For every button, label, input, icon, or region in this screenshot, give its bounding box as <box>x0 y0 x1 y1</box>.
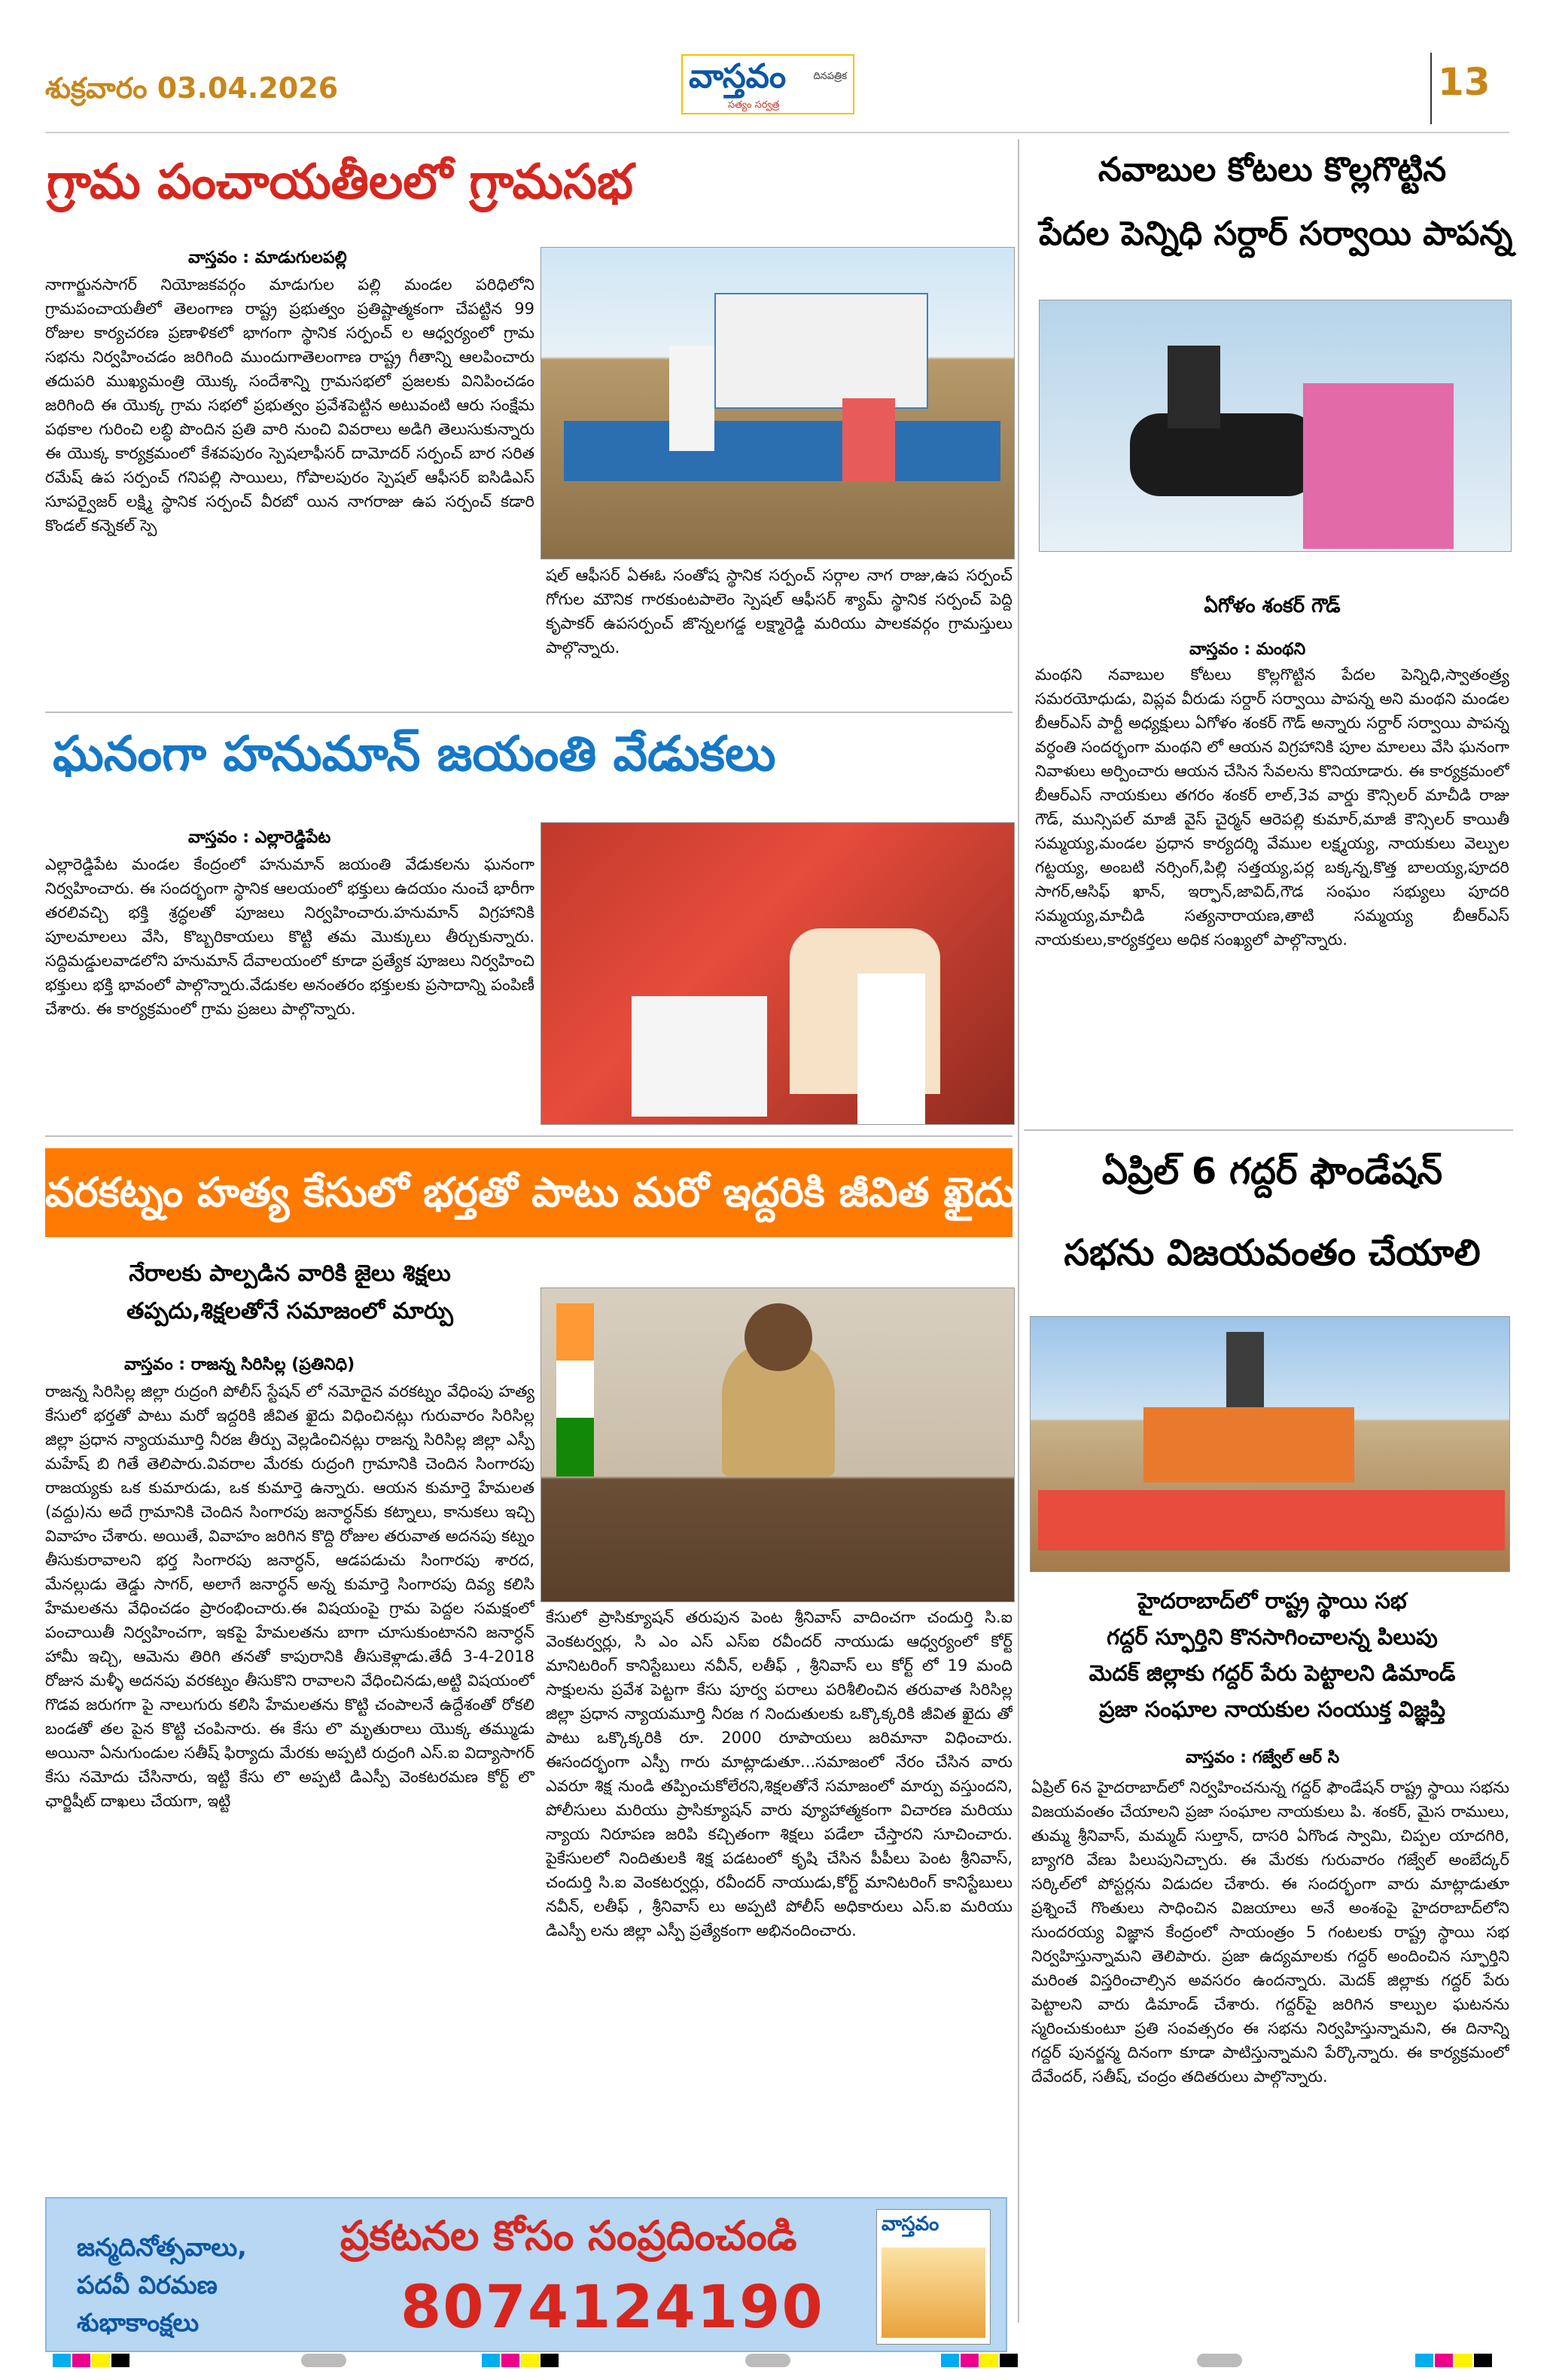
story-divider <box>1024 1129 1513 1131</box>
ad-phone[interactable]: 8074124190 <box>400 2274 824 2342</box>
story5-photo <box>1030 1316 1510 1572</box>
registration-mark <box>1000 2354 1018 2367</box>
ad-thumbnail-title: వాస్తవం <box>882 2213 939 2235</box>
logo-tagline: సత్యం సర్వత్ర <box>728 99 780 111</box>
story3-body-left: రాజన్న సిరిసిల్ల జిల్లా రుద్రంగి పోలీస్ స్టేషన్ లో నమోదైన వరకట్నం వేధింపు హత్య కేసులో భర్తతో పాటు మరో ఇద్దరికి జీవిత ఖైదు విధించినట్లు గురువారం సిరిసిల్ల జిల్లా ప్రధాన న్యాయమూర్తి నీరజ తీర్పు వెల్లడించినట్లు రాజన్న సిరిసిల్ల జిల్లా ఎస్పీ మహేష్ బి గితే తెలిపారు.వివరాల మేరకు రుద్రంగి గ్రామానికి చెందిన సింగారపు రాజయ్యకు ఒక కుమారుడు, ఒక కుమార్తె ఉన్నారు. ఆయన కుమార్తె హేమలత (వద్దు)ను అదే గ్రామానికి చెందిన సింగారపు జనార్ధన్‌కు కట్నాలు, కానుకలు ఇచ్చి వివాహం చేశారు. అయితే, వివాహం జరిగిన కొద్ది రోజుల తరువాత అదనపు కట్నం తీసుకురావాలని భర్త సింగారపు జనార్ధన్, ఆడపడుచు సింగారపు శారద, మేనల్లుడు తెడ్డు సాగర్, అలాగే జనార్ధన్ అన్న కుమార్తె సింగారపు దివ్య కలిసి హేమలతను వేధించడం ప్రారంభించారు.ఈ విషయంపై గ్రామ పెద్దల సమక్షంలో పంచాయితీ నిర్వహించగా, ఇకపై హేమలతను బాగా చూసుకుంటానని జనార్ధన్ హామీ ఇచ్చి, ఆమెను తిరిగి తనతో కాపురానికి తీసుకెళ్లాడు.తేదీ 3-4-2018 రోజున మళ్ళీ అదనపు వరకట్నం తీసుకొని రావాలని వేధించినడు,అట్టి విషయంలో గొడవ జరుగగా పై నాలుగురు కలిసి హేమలతను కొట్టి చంపాలనే ఉద్దేశంతో రోకలి బండతో తల పైన కొట్టి చంపినారు. ఈ కేసు లొ మృతురాలు యొక్క తమ్ముడు అయినా ఏనుగుండుల సతీష్ ఫిర్యాదు మేరకు అప్పటి రుద్రంగి ఎస్.ఐ విద్యాసాగర్ కేసు నమోదు చేసినారు, ఇట్టి కేసు లొ అప్పటి డిఎస్పీ వెంకటరమణ కోర్ట్ లొ ఛార్జిషీట్ దాఖలు చేయగా, ఇట్టి <box>45 1382 534 1810</box>
registration-mark <box>745 2354 790 2367</box>
story3-credit: వాస్తవం : రాజన్న సిరిసిల్ల (ప్రతినిధి) <box>124 1355 355 1374</box>
story3-body-right: కేసులో ప్రాసిక్యూషన్ తరుపున పెంట శ్రీనివాస్ వాదించగా చందుర్తి సి.ఐ వెంకటర్వర్లు, సి ఎం ఎస్ ఎస్ఐ రవీందర్ నాయుడు ఆధ్వర్యంలో కోర్ట్ మానిటరింగ్ కానిస్టేబులు నవీన్, లతీఫ్ , శ్రీనివాస్ లు కోర్ట్ లో 19 మంది సాక్షులను ప్రవేశ పెట్టగా కేసు పూర్వ పరాలు పరిశీలించిన తరువాత సిరిసిల్ల జిల్లా ప్రధాన న్యాయమూర్తి నీరజ గ నిందుతులకు ఒక్కొక్కరికి జీవిత ఖైదు తో పాటు ఒక్కొక్కరికి రూ. 2000 రూపాయలు జరిమానా విధించారు. ఈసందర్భంగా ఎస్పీ గారు మాట్లాడుతూ...సమాజంలో నేరం చేసిన వారు ఎవరూ శిక్ష నుండి తప్పించుకోలేరని,శిక్షలతోనే సమాజంలో మార్పు వస్తుందని, పోలీసులు మరియు ప్రాసిక్యూషన్ వారు వ్యూహాత్మకంగా విచారణ మరియు న్యాయ నిరూపణ జరిపి కచ్చితంగా శిక్షలు పడేలా చేస్తారని సూచించారు. పైకేసులలో నిందితులకి శిక్ష పడటంలో కృషి చేసిన పీపీలు పెంట శ్రీనివాస్, చందుర్తి సి.ఐ వెంకటర్వర్లు, రవీందర్ నాయుడు,కోర్ట్ మానిటరింగ్ కానిస్టేబులు నవీన్, లతీఫ్ , శ్రీనివాస్ లు అప్పటి పోలీస్ అధికారులు ఎస్.ఐ మరియు డిఎస్పీ లను జిల్లా ఎస్పీ ప్రత్యేకంగా అభినందించారు. <box>546 1608 1012 1940</box>
story4-headline-1: నవాబుల కోటలు కొల్లగొట్టిన <box>1098 151 1447 189</box>
registration-mark <box>72 2354 90 2367</box>
story4-body: మంథని నవాబుల కోటలు కొల్లగొట్టిన పేదల పెన్నిధి,స్వాతంత్ర్య సమరయోధుడు, విప్లవ వీరుడు సర్దార్ సర్వాయి పాపన్న అని మంథని మండల బీఆర్ఎస్ పార్టీ అధ్యక్షులు ఏగోళం శంకర్ గౌడ్ అన్నారు సర్దార్ సర్వాయి పాపన్న వర్ధంతి సందర్భంగా మంథని లో ఆయన విగ్రహానికి పూల మాలలు వేసి ఘనంగా నివాళులు అర్పించారు ఆయన చేసిన సేవలను కొనియాడారు. ఈ కార్యక్రమంలో బీఆర్ఎస్ నాయకులు తగరం శంకర్ లాల్,3వ వార్డు కౌన్సిలర్ మాచీడి రాజు గౌడ్, మున్సిపల్ మాజీ వైస్ చైర్మన్ ఆరెపల్లి కుమార్,మాజీ కౌన్సిలర్ కాయితీ సమ్మయ్య,మండల ప్రధాన కార్యదర్శి వేముల లక్ష్మయ్య, నాయకులు వెల్పుల గట్టయ్య, అంబటి నర్సింగ్,పిల్లి సత్తయ్య,పర్ల బక్కన్న,కొత్త బాలయ్య,పూదరి సాగర్,ఆసిఫ్ ఖాన్, ఇర్ఫాన్,జావిద్,గౌడ సంఘం సభ్యులు పూదరి సమ్మయ్య,మాచీడి సత్యనారాయణ,తాటి సమ్మయ్య బీఆర్ఎస్ నాయకులు,కార్యకర్తలు అధిక సంఖ్యలో పాల్గొన్నారు. <box>1035 666 1509 949</box>
registration-mark <box>1454 2354 1472 2367</box>
column-divider <box>1018 139 1019 2323</box>
story-divider <box>45 1135 1012 1137</box>
registration-mark <box>1415 2354 1433 2367</box>
story-divider <box>45 712 1012 713</box>
registration-mark <box>501 2354 519 2367</box>
story5-subhead-3: మెదక్ జిల్లాకు గద్దర్ పేరు పెట్టాలని డిమాండ్ <box>1089 1660 1456 1686</box>
story1-body-left: నాగార్జునసాగర్ నియోజకవర్గం మాడుగుల పల్లి మండల పరిధిలోని గ్రామపంచాయతీలో తెలంగాణ రాష్ట్ర ప్రభుత్వం ప్రతిష్టాత్మకంగా చేపట్టిన 99 రోజుల కార్యచరణ ప్రణాళికలో భాగంగా స్థానిక సర్పంచ్ ల ఆధ్వర్యంలో గ్రామ సభను నిర్వహించడం జరిగింది ముందుగాతెలంగాణ రాష్ట్ర గీతాన్ని ఆలపించారు తదుపరి ముఖ్యమంత్రి యొక్క సందేశాన్ని గ్రామసభలో ప్రజలకు వినిపించడం జరిగింది ఈ యొక్క గ్రామ సభలో ప్రభుత్వం ప్రవేశపెట్టిన అటువంటి ఆరు సంక్షేమ పథకాల గురించి లబ్ధి పొందిన ప్రతి వారి నుంచి వివరాలు అడిగి తెలుసుకున్నారు ఈ యొక్క కార్యక్రమంలో కేశవపురం స్పెషలాఫీసర్ దామోదర్ సర్పంచ్ బార సరిత రమేష్ ఉప సర్పంచ్ గనిపల్లి సాయిలు, గోపాలపురం స్పెషల్ ఆఫీసర్ ఐసిడిఎస్ సూపర్వైజర్ లక్ష్మి స్థానిక సర్పంచ్ వీరబో యిన నాగరాజు ఉప సర్పంచ్ కడారి కొండల్ కన్నెకల్ స్పె <box>45 276 534 535</box>
masthead-rule <box>45 132 1509 133</box>
registration-mark <box>1435 2354 1453 2367</box>
registration-mark <box>482 2354 500 2367</box>
story2-body: ఎల్లారెడ్డిపేట మండల కేంద్రంలో హనుమాన్ జయంతి వేడుకలను ఘనంగా నిర్వహించారు. ఈ సందర్భంగా స్థానిక ఆలయంలో భక్తులు ఉదయం నుంచే భారీగా తరలివచ్చి భక్తి శ్రద్ధలతో పూజలు నిర్వహించారు.హనుమాన్ విగ్రహానికి పూలమాలలు వేసి, కొబ్బరికాయలు కొట్టి తమ మొక్కులు తీర్చుకున్నారు. సద్దిమడ్డులవాడలోని హనుమాన్ దేవాలయంలో కూడా ప్రత్యేక పూజలు నిర్వహించి భక్తులు భక్తి భావంలో పాల్గొన్నారు.వేడుకల అనంతరం భక్తులకు ప్రసాదాన్ని పంపిణీ చేశారు. ఈ కార్యక్రమంలో గ్రామ ప్రజలు పాల్గొన్నారు. <box>45 855 534 1018</box>
story4-credit: వాస్తవం : మంథని <box>1189 640 1306 659</box>
story5-subhead-4: ప్రజా సంఘాల నాయకుల సంయుక్త విజ్ఞప్తి <box>1098 1696 1446 1722</box>
registration-mark <box>1197 2354 1242 2367</box>
story2-headline: ఘనంగా హనుమాన్ జయంతి వేడుకలు <box>53 727 776 782</box>
ad-left-line-2: పదవీ విరమణ <box>77 2270 218 2299</box>
registration-mark <box>521 2354 539 2367</box>
ad-title: ప్రకటనల కోసం సంప్రదించండి <box>340 2212 797 2260</box>
registration-mark <box>301 2354 346 2367</box>
registration-mark <box>92 2354 110 2367</box>
story3-photo <box>540 1288 1015 1602</box>
story5-credit: వాస్తవం : గజ్వేల్ ఆర్ సి <box>1186 1748 1340 1767</box>
story5-subhead-2: గద్దర్ స్ఫూర్తిని కొనసాగించాలన్న పిలుపు <box>1107 1624 1438 1650</box>
registration-mark <box>53 2354 71 2367</box>
page-number-divider <box>1430 53 1432 124</box>
ad-thumbnail <box>876 2209 991 2345</box>
registration-mark <box>111 2354 129 2367</box>
registration-mark <box>980 2354 998 2367</box>
story1-headline: గ్రామ పంచాయతీలలో గ్రామసభ <box>47 154 633 210</box>
story5-headline-1: ఏప్రిల్ 6 గద్దర్ ఫౌండేషన్ <box>1101 1150 1443 1193</box>
ad-left-line-1: జన్మదినోత్సవాలు, <box>77 2232 247 2262</box>
issue-date: శుక్రవారం 03.04.2026 <box>45 72 339 105</box>
story2-credit: వాస్తవం : ఎల్లారెడ్డిపేట <box>188 828 331 847</box>
story1-credit: వాస్తవం : మాడుగులపల్లి <box>188 248 347 267</box>
logo-title: వాస్తవం <box>689 57 787 96</box>
logo-side-text: దినపత్రిక <box>813 71 847 82</box>
story1-photo <box>540 247 1015 559</box>
registration-mark <box>961 2354 979 2367</box>
story2-photo <box>540 822 1015 1125</box>
story3-subhead-1: నేరాలకు పాల్పడిన వారికి జైలు శిక్షలు <box>129 1260 451 1287</box>
story4-headline-2: పేదల పెన్నిధి సర్దార్ సర్వాయి పాపన్న <box>1039 215 1513 253</box>
story3-subhead-2: తప్పదు,శిక్షలతోనే సమాజంలో మార్పు <box>126 1298 453 1324</box>
ad-left-line-3: శుభాకాంక్షలు <box>77 2308 199 2337</box>
story5-body: ఏప్రిల్ 6న హైదరాబాద్‌లో నిర్వహించనున్న గద్దర్ ఫౌండేషన్ రాష్ట్ర స్థాయి సభను విజయవంతం చేయాలని ప్రజా సంఘాల నాయకులు పి. శంకర్, మైస రాములు, తుమ్మ శ్రీనివాస్, మమ్మద్ సుల్తాన్, దాసరి ఏగొండ స్వామి, చిప్పల యాదగిరి, బ్యాగరి వేణు పిలుపునిచ్చారు. ఈ మేరకు గురువారం గజ్వేల్ అంబేద్కర్ సర్కిల్‌లో పోస్టర్లను విడుదల చేశారు. ఈ సందర్భంగా వారు మాట్లాడుతూ ప్రశ్నించే గొంతులు సాధించిన విజయాలు అనే అంశంపై హైదరాబాద్‌లోని సుందరయ్య విజ్ఞాన కేంద్రంలో సాయంత్రం 5 గంటలకు రాష్ట్ర స్థాయి సభ నిర్వహిస్తున్నామని తెలిపారు. ప్రజా ఉద్యమాలకు గద్దర్ అందించిన స్ఫూర్తిని మరింత విస్తరించాల్సిన అవసరం ఉందన్నారు. మెదక్ జిల్లాకు గద్దర్ పేరు పెట్టాలని వారు డిమాండ్ చేశారు. గద్దర్‌పై జరిగిన కాల్పుల ఘటనను స్మరించుకుంటూ ప్రతి సంవత్సరం ఈ సభను నిర్వహిస్తున్నామని, ఈ దినాన్ని గద్దర్ పునర్జన్మ దినంగా కూడా పాటిస్తున్నామని పేర్కొన్నారు. ఈ కార్యక్రమంలో దేవేందర్, సతీష్, చంద్రం తదితరులు పాల్గొన్నారు. <box>1031 1778 1509 2086</box>
registration-mark <box>1474 2354 1492 2367</box>
registration-mark <box>941 2354 959 2367</box>
story4-caption: ఏగోళం శంకర్ గౌడ్ <box>1204 595 1341 617</box>
story3-headline: వరకట్నం హత్య కేసులో భర్తతో పాటు మరో ఇద్దరికి జీవిత ఖైదు <box>45 1148 1012 1237</box>
page-number: 13 <box>1438 60 1491 104</box>
story5-subhead-1: హైదరాబాద్‌లో రాష్ట్ర స్థాయి సభ <box>1137 1588 1407 1614</box>
ad-banner[interactable] <box>45 2197 1007 2352</box>
story5-headline-2: సభను విజయవంతం చేయాలి <box>1064 1232 1481 1274</box>
newspaper-logo[interactable] <box>681 54 854 114</box>
registration-mark <box>540 2354 559 2367</box>
story1-body-right: షల్ ఆఫీసర్ ఏఈఓ సంతోష స్థానిక సర్పంచ్ సర్గాల నాగ రాజు,ఉప సర్పంచ్ గోగుల మౌనిక గారకుంటపాలెం స్పెషల్ ఆఫీసర్ శ్యామ్ స్థానిక సర్పంచ్ పెద్ది కృపాకర్ ఉపసర్పంచ్ జొన్నలగడ్డ లక్ష్మారెడ్డి మరియు పాలకవర్గం గ్రామస్తులు పాల్గొన్నారు. <box>546 566 1012 657</box>
story4-photo <box>1039 300 1512 552</box>
ad-thumbnail-image <box>882 2247 985 2338</box>
